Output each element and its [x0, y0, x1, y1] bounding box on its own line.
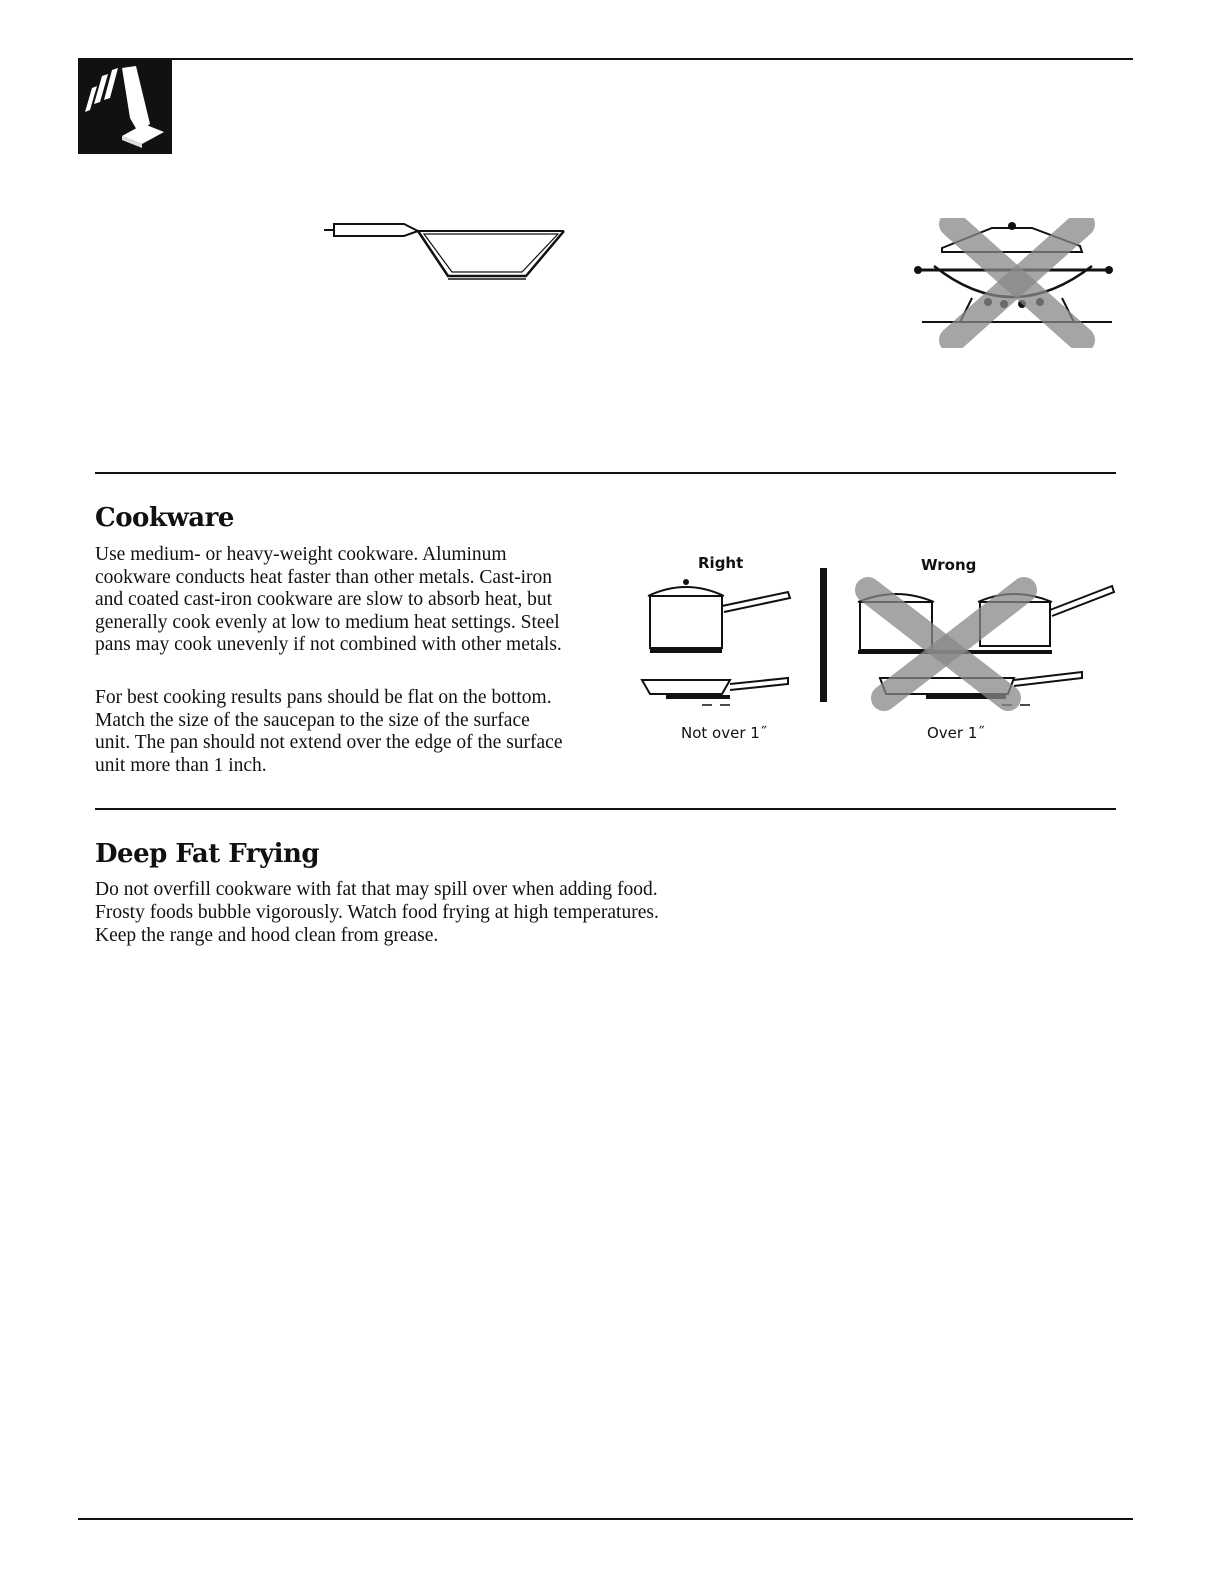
right-label: Right [698, 554, 744, 572]
cookware-paragraph-1: Use medium- or heavy-weight cookware. Aluminum cookware conducts heat faster than other metals. Cast-iron and coated cast-iron cookware are slow to absorb heat, but generally cook evenly at low to medium heat settings. Steel pans may cook unevenly if not combined with other metals. [95, 544, 562, 656]
deep-fat-frying-heading: Deep Fat Frying [95, 839, 320, 869]
header-rule [78, 58, 1133, 60]
right-saucepan-illustration [648, 579, 790, 653]
flat-skillet-illustration [320, 218, 570, 286]
deep-fat-line-1: Do not overfill cookware with fat that may spill over when adding food. [95, 879, 658, 900]
cookware-heading: Cookware [95, 503, 234, 533]
hand-pressing-button-icon [78, 58, 172, 154]
deep-fat-line-3: Keep the range and hood clean from grease. [95, 925, 439, 946]
cookware-paragraph-2: For best cooking results pans should be flat on the bottom. Match the size of the saucepan to the size of the surface unit. The pan should not extend over the edge of the surface unit more than 1 inch. [95, 687, 563, 776]
section-divider [95, 472, 1116, 474]
cookware-right-wrong-figure [636, 560, 1121, 724]
deep-fat-line-2: Frosty foods bubble vigorously. Watch food frying at high temperatures. [95, 902, 659, 923]
wrong-label: Wrong [921, 556, 977, 574]
over-label: Over 1˝ [927, 724, 985, 742]
not-over-label: Not over 1˝ [681, 724, 768, 742]
footer-rule [78, 1518, 1133, 1520]
section-divider [95, 808, 1116, 810]
right-skillet-illustration [642, 678, 788, 705]
wok-on-burner-wrong-illustration [912, 218, 1117, 352]
